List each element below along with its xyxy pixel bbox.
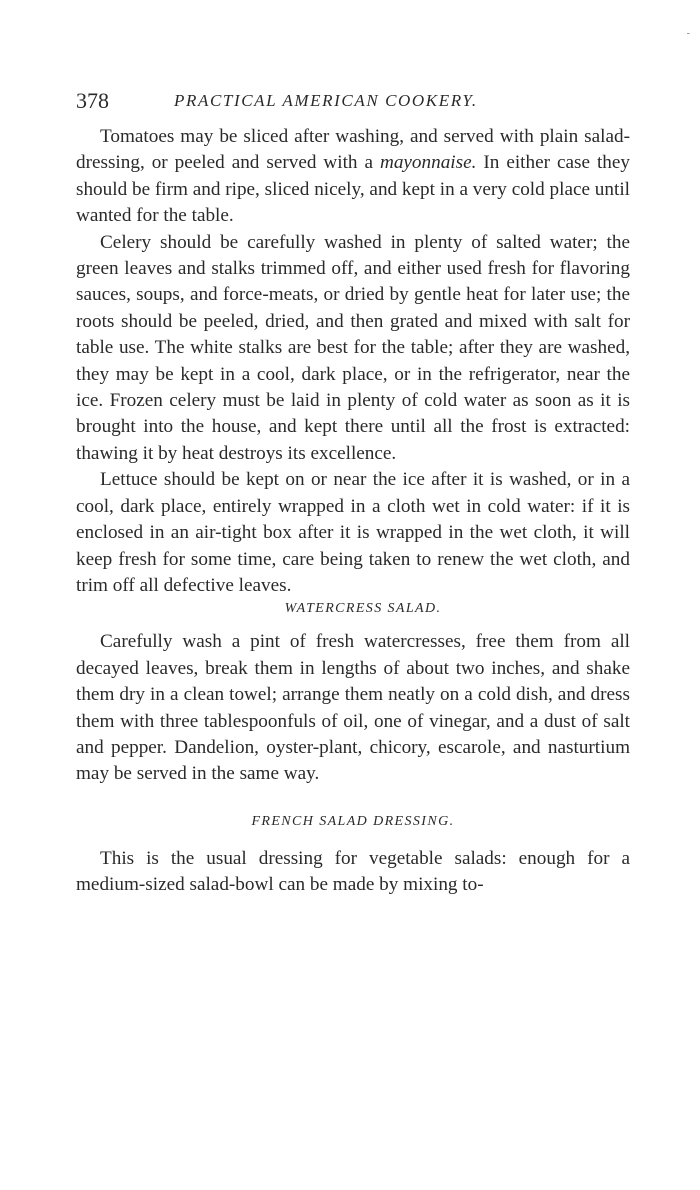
paragraph-celery: Celery should be carefully washed in plenty of salted water; the green leaves and stalks trimmed off, and either used fresh for flavoring sauces, soups, and force-meats, or dried by gentle heat for later use; the roots should be peeled, dried, and then grated and mixed with salt for table use. The white stalks are best for the table; after they are washed, they may be kept in a cool, dark place, or in the refrigerator, near the ice. Frozen celery must be laid in plenty of cold water as soon as it is brought into the house, and kept there until all the frost is extracted: thawing it by heat destroys its excellence. [76, 231, 630, 464]
running-head [76, 86, 630, 116]
heading-french-salad-dressing: FRENCH SALAD DRESSING. [251, 813, 455, 829]
running-title: PRACTICAL AMERICAN COOKERY. [174, 91, 478, 110]
paragraph-lettuce: Lettuce should be kept on or near the ice after it is washed, or in a cool, dark place, entirely wrapped in a cloth wet in cold water: if it is enclosed in an air-tight box after it is wrapped in the wet cloth, it will keep fresh for some time, care being taken to renew the wet cloth, and trim off all defective leaves. [76, 469, 630, 596]
paragraph-french-dressing: This is the usual dressing for vegetable salads: enough for a medium-sized salad-bowl can be made by mixing to- [76, 847, 630, 896]
book-page [76, 86, 630, 899]
corner-mark: - [686, 28, 690, 39]
page-number: 378 [76, 88, 109, 113]
paragraph-watercress: Carefully wash a pint of fresh watercresses, free them from all decayed leaves, break them in lengths of about two inches, and shake them dry in a clean towel; arrange them neatly on a cold dish, and dress them with three tablespoonfuls of oil, one of vinegar, and a dust of salt and pepper. Dandelion, oyster-plant, chicory, escarole, and nasturtium may be served in the same way. [76, 631, 630, 785]
tomatoes-text-b: In either case they should be firm and ripe, sliced nicely, and kept in a very cold place until wanted for the table. [76, 152, 630, 227]
heading-watercress-salad: WATERCRESS SALAD. [284, 601, 442, 617]
tomatoes-italic-term: mayonnaise. [379, 152, 477, 174]
tomatoes-text-a: Tomatoes may be sliced after washing, and served with plain salad-dressing, or peeled and served with a [76, 126, 630, 174]
paragraph-tomatoes [76, 124, 630, 230]
